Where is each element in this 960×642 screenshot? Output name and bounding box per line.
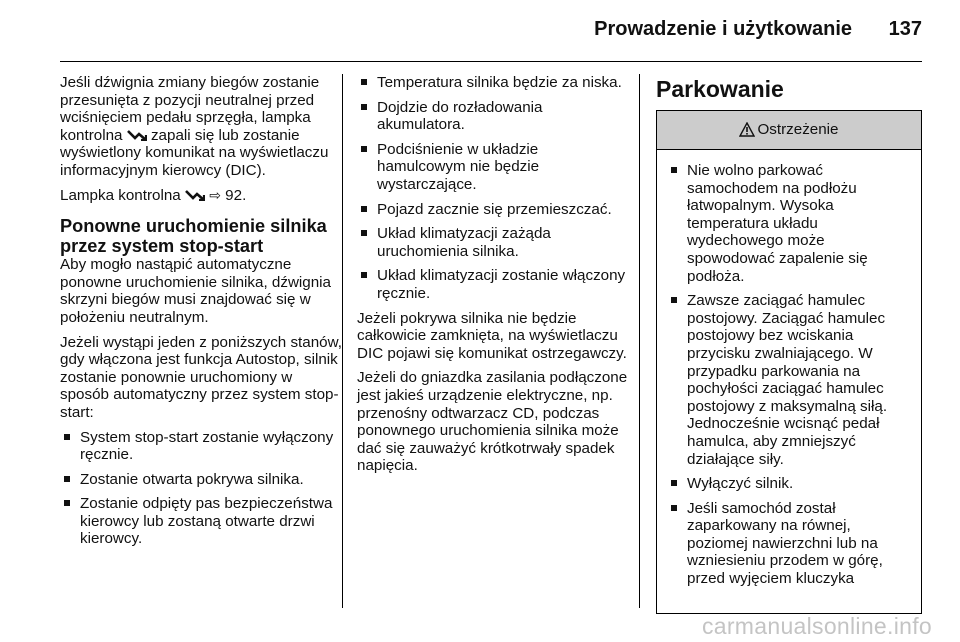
list-item: Wyłączyć silnik. — [667, 475, 911, 493]
paragraph-conditions: Jeżeli wystąpi jeden z poniższych stanów, gdy włączona jest funkcja Autostop, silnik zostanie ponownie uruchomiony w sposób automatyczny przez system stop-start: — [60, 333, 342, 421]
list-item: Zostanie otwarta pokrywa silnika. — [60, 471, 342, 489]
warning-body — [657, 150, 921, 588]
page-header — [0, 0, 960, 62]
paragraph-restart: Aby mogło nastąpić automatyczne ponowne uruchomienie silnika, dźwignia skrzyni biegów musi znajdować się w położeniu neutralnym. — [60, 256, 332, 326]
bullet-list — [667, 162, 911, 588]
bullet-icon — [671, 505, 677, 511]
bullet-icon — [361, 79, 367, 85]
paragraph-power-outlet: Jeżeli do gniazdka zasilania podłączone jest jakieś urządzenie elektryczne, np. przenośny odtwarzacz CD, podczas ponownego uruchomienia silnika może dać się zauważyć krótkotrwały spadek napięcia. — [357, 369, 628, 475]
list-item: Pojazd zacznie się przemieszczać. — [357, 201, 629, 219]
stop-start-indicator-icon — [127, 128, 147, 140]
column-middle — [357, 74, 629, 482]
watermark: carmanualsonline.info — [701, 613, 932, 639]
column-divider — [342, 74, 343, 608]
column-divider — [639, 74, 640, 608]
paragraph-gear-lever: Jeśli dźwignia zmiany biegów zostanie przesunięta z pozycji neutralnej przed wciśnięciem pedału sprzęgła, lampka kontrolna zapali się lub zostanie wyświetlony komunikat na wyświetlaczu informacyjnym kierowcy (DIC). — [60, 74, 329, 179]
bullet-icon — [361, 272, 367, 278]
bullet-icon — [671, 480, 677, 486]
list-item: System stop-start zostanie wyłączony ręcznie. — [60, 429, 342, 464]
column-left — [60, 74, 342, 555]
page-reference-arrow-icon: ⇨ — [209, 186, 221, 203]
warning-label: Ostrzeżenie — [757, 121, 839, 138]
bullet-list — [60, 429, 342, 549]
page-number: 137 — [888, 18, 922, 40]
list-item: Nie wolno parkować samochodem na podłożu łatwopalnym. Wysoka temperatura układu wydechowego może spowodować zapalenie się podłoża. — [667, 162, 911, 285]
column-right — [656, 74, 922, 614]
list-item: Zawsze zaciągać hamulec postojowy. Zaciągać hamulec postojowy bez wciskania przycisku zwalniającego. W przypadku parkowania na pochyłości zaciągać hamulec postojowy z maksymalną siłą. Jednocześnie wcisnąć pedał hamulca, aby zmniejszyć działające siły. — [667, 292, 911, 468]
warning-triangle-icon — [739, 122, 755, 137]
bullet-list — [357, 74, 629, 303]
bullet-icon — [64, 434, 70, 440]
list-item: Dojdzie do rozładowania akumulatora. — [357, 99, 629, 134]
list-item: Zostanie odpięty pas bezpieczeństwa kierowcy lub zostaną otwarte drzwi kierowcy. — [60, 495, 342, 548]
paragraph-hood-warning: Jeżeli pokrywa silnika nie będzie całkowicie zamknięta, na wyświetlaczu DIC pojawi się komunikat ostrzegawczy. — [357, 309, 627, 362]
warning-box — [656, 110, 922, 614]
bullet-icon — [361, 104, 367, 110]
bullet-icon — [671, 297, 677, 303]
paragraph-indicator-ref: Lampka kontrolna ⇨ 92. — [60, 186, 247, 204]
list-item: Układ klimatyzacji zostanie włączony ręcznie. — [357, 267, 629, 302]
page-reference-link[interactable]: 92. — [225, 186, 247, 204]
bullet-icon — [671, 167, 677, 173]
bullet-icon — [64, 476, 70, 482]
bullet-icon — [361, 230, 367, 236]
bullet-icon — [64, 500, 70, 506]
list-item: Temperatura silnika będzie za niska. — [357, 74, 629, 92]
bullet-icon — [361, 206, 367, 212]
section-title: Parkowanie — [656, 76, 784, 102]
list-item: Podciśnienie w układzie hamulcowym nie będzie wystarczające. — [357, 141, 629, 194]
bullet-icon — [361, 146, 367, 152]
warning-header — [657, 111, 921, 150]
header-divider — [60, 61, 922, 62]
stop-start-indicator-icon — [185, 188, 205, 200]
section-subheading: Ponowne uruchomienie silnika przez system stop-start — [60, 216, 327, 257]
page-title: Prowadzenie i użytkowanie — [594, 18, 852, 40]
list-item: Jeśli samochód został zaparkowany na równej, poziomej nawierzchni lub na wzniesieniu przodem w górę, przed wyjęciem kluczyka — [667, 500, 911, 588]
list-item: Układ klimatyzacji zażąda uruchomienia silnika. — [357, 225, 629, 260]
